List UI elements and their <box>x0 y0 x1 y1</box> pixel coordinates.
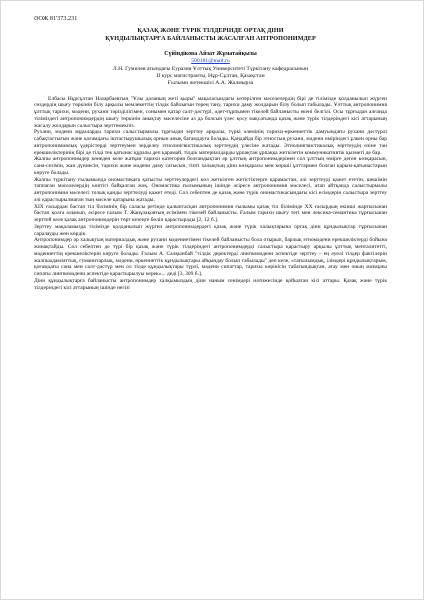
author-name: Сүйіндікова Айзат Жұматайқызы <box>164 51 257 58</box>
body-paragraph: XIX ғасырдан бастап тіл білімінің бір саласы ретінде қалыптасқан антропонимия ғылымы қазақ тіл білімінде XX ғасырдың екінші жартысынан бастап қолға алынып, әсіресе ғалым Т. Жанұзақовтың есімімен тікелей байланысты. Ғалым тарихи шығу тегі мен лексика-семантика тұрғысынан зерттей келе қазақ антропонимдерін төрт кезеңге бөліп қарастырады [2, 12 б.]. <box>34 203 387 224</box>
author-position: II курс магистранты, Нұр-Сұлтан, Қазақстан <box>156 73 265 80</box>
body-paragraph: Антропонимдер әр халықтың материалдық және рухани мәдениетімен тікелей байланысты бола отырып, барлық этномәдени ерекшеліктерді бойына жинақтайды. Сол себептен де түрі бір қазақ және түрік тілдеріндегі антропонимдерді салыстыра қарастыру арқылы ұлттық менталитетті, мәдениеттің ерекшеліктерін көруге болады. Ғалым А. Салқынбай "тілдік деректерді лингвомәдени аспектіде зерттеу – ең әуелі тілдер фактілерін жалпыадамзаттық, гуманитарлық, мәдени, өркениеттік құндылықтары айқындау болып табылады" деп келе, «тағылымдық, ілімдері құндылықтарым, қоғамдағы сана мен салт-дәстүр мен ол тілде құндылықтары түрлі, мәдени сипаттар, тарихы көрінісін табатындықтан, атау мен оның мазмұны сипаты лингвомәдени аспектіде қарастырылуы керек»... деді [3, 309 б.]. <box>34 237 387 278</box>
author-email-link[interactable]: 500181@mail.ru <box>191 58 230 65</box>
title-line-2: ҚҰНДЫЛЫҚТАРҒА БАЙЛАНЫСТЫ ЖАСАЛҒАН АНТРОПОНИМДЕР <box>105 34 316 42</box>
body-paragraph: Жалпы антропонимдер көнеден келе жатқан тарихи категория болғандықтан әр ұлттың антропонимдерінен сол ұлттың өмірге деген көзқарасын, сана-сезімін, жан дүниесін, тарихи және мәдени даму сатысын, тіпті халықтың діни көзқарасы мен көршіі ұлттармен болған қарым-қатынастарын көруге болады. <box>34 156 387 176</box>
title-line-1: ҚАЗАҚ ЖӘНЕ ТҮРІК ТІЛДЕРІНДЕ ОРТАҚ ДІНИ <box>137 27 284 34</box>
author-affiliation: Л.Н. Гумилев атындағы Еуразия Ұлттық Университеті Түркітану кафедрасының <box>112 65 309 72</box>
article-body <box>34 96 387 292</box>
body-paragraph: Діни құндылықтарға байланысты антропонимдер халқымыздың діни наным сенімдері нәтижесінде қойылған кісі аттары. Қазақ және түрік тілдеріндегі кісі аттарының ішінде негізі <box>34 277 387 291</box>
body-paragraph: Рухани, мәдени мұраларды тарихи салыстырмалы тұрғыдан зерттеу арқылы, түркі әлемінің тарихи-өркениеттік дамуындағы рухани дәстүрлі сабақтастығын және қоғамдағы іштастырушылық орнын анық бағамдауға болады. Қандайда бір этностың рухани, мәдени өміріндегі ұлкен орны бар антропонимиялық үдерістерді зерттеумен зерделеу этнолингвистикалық зерттеудің үлесіне жатады. Этнолингвистикалық зерттеудің өзіне тән ерекшеліктерінің бірі де тілді тек қатынас құралы деп қарамай, тілдік материалдарды ұрпақтан ұрпаққа жеткізетін коммуникативтік қызметі де бар. <box>34 129 387 156</box>
body-paragraph: Жалпы түркітану ғылымында ономастикаға қатысты зерттеулердегі көл жеткізген жетістіктерге қарамастан, әлі зерттеуді қажет ететін, шешімін таппаған мәселелердің көптігі байқалған жоқ. Ономастика ғылымының ішінде әсіресе антропонимия мәселесі, атап айтқанда салыстырмалы антропонимия мәселесі толық қанды зерттелуді қажет етеді. Сол себептен де қазақ және түрік ономастикасындағы кісі есімдерін салыстыра зерттеу әлі қарастырылмаған тың мәселе қатарына жатады. <box>34 176 387 203</box>
article-title <box>34 27 387 42</box>
body-paragraph: Елбасы Нұрсұлтан Назарбаевтың "Ұлы даланың жеті қыры" мақаласындағы көтерілген мәселелердің бірі де тілімізде қолданылып жүрген сөздердің шығу төркінін білу арқылы мемлекеттің тілдік байлығын терең тану, тарихи даму жолдарын білу болып табылады. Ұлттық антропонимия ұлттық тарихи, мәдени, рухани тәрізділігімен, сонымен қатар салт-дәстүрі, әдет-ғұрпымен тікелей байланысты екені белгілі. Осы тұрғыдан алғанда тіліміздегі антропонимдердің шығу төркінін анықтау мәселесіне аз да болсын үлес қосу мақсатында қазақ және түрік тілдеріндегі кісі аттарының жасалу жолдарын салыстыра зерттемекпіз. <box>34 95 387 129</box>
supervisor: Ғылыми жетекшісі А.А. Жалмырза <box>167 80 254 87</box>
body-paragraph: Зерттеу мақаламызда тілімізде қолданылып жүрген антропонимдердегі қазақ және түрік халықтарына ортақ діни құндылықтар тұрғысынан саралауды жөн көрдік. <box>34 223 387 237</box>
author-block <box>34 51 387 87</box>
udc-code: ӘОЖ 81'373.231 <box>34 15 78 22</box>
